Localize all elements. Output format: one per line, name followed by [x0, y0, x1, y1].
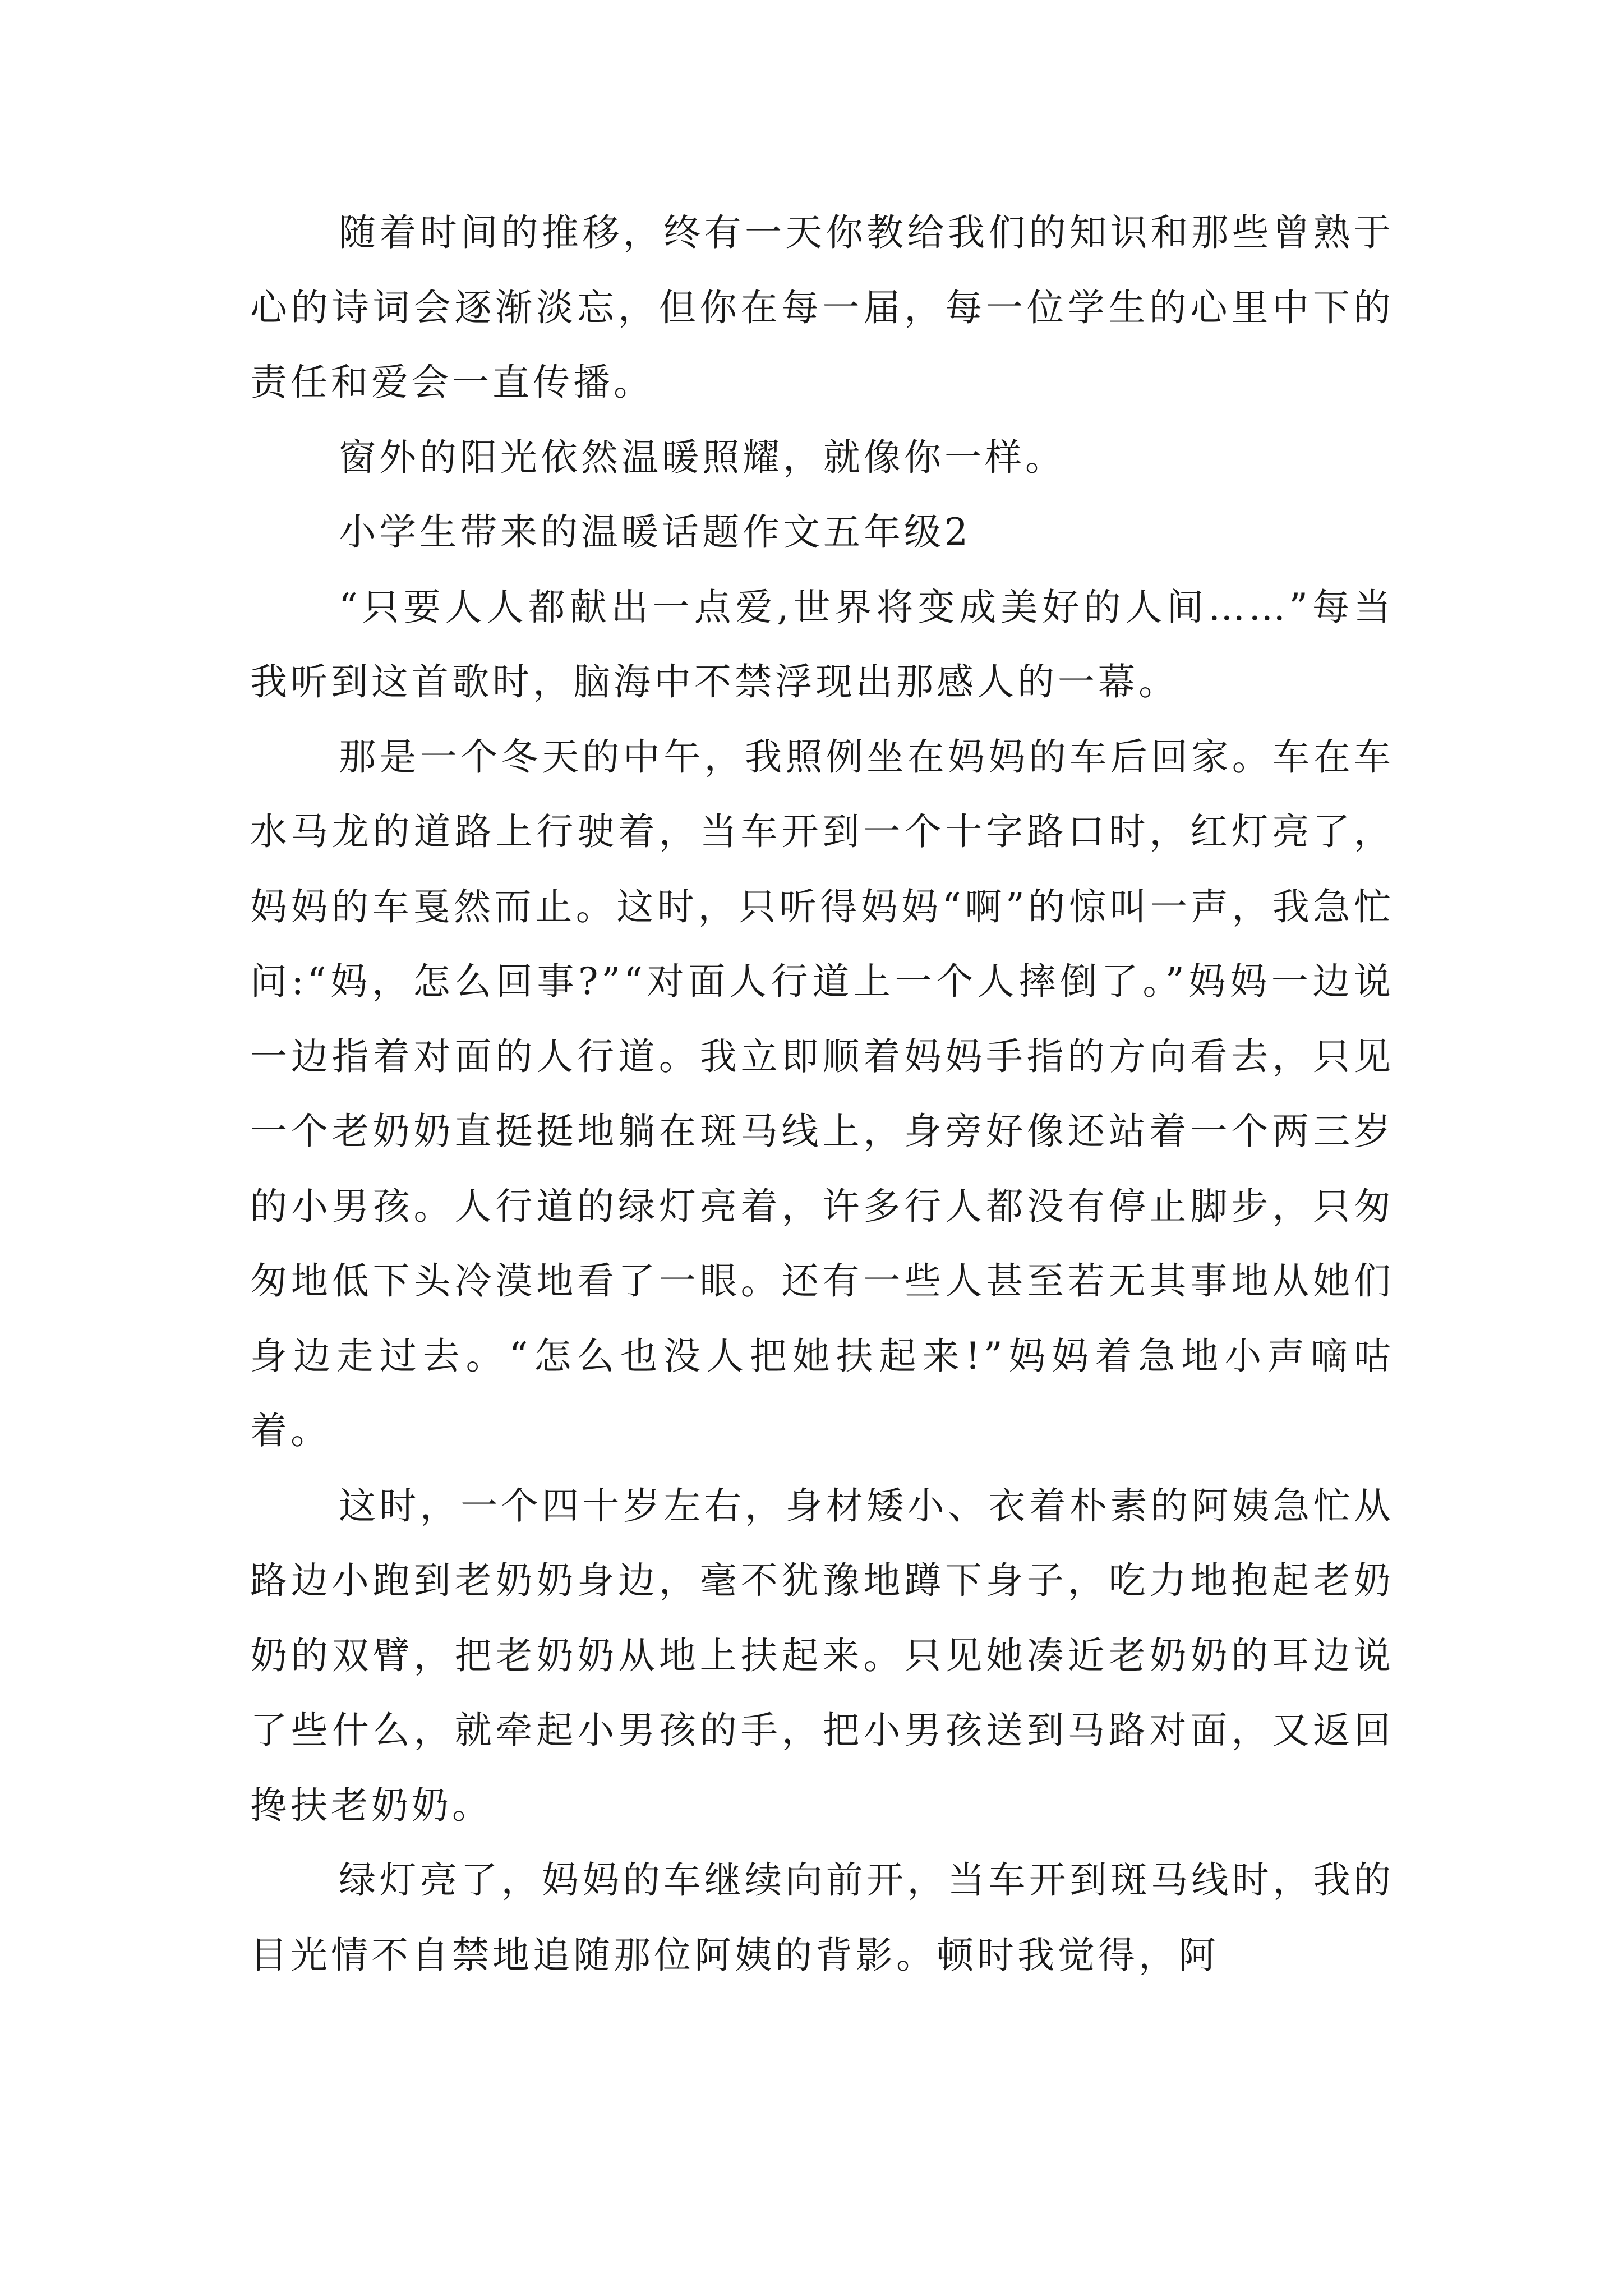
paragraph: 随着时间的推移，终有一天你教给我们的知识和那些曾熟于心的诗词会逐渐淡忘，但你在每一届，每一位学生的心里中下的责任和爱会一直传播。: [250, 211, 1394, 404]
paragraph: 窗外的阳光依然温暖照耀，就像你一样。: [339, 435, 1066, 479]
document-body: [250, 195, 1394, 1993]
paragraph: “只要人人都献出一点爱,世界将变成美好的人间……”每当我听到这首歌时，脑海中不禁浮现出那感人的一幕。: [250, 585, 1394, 703]
essay-heading: 小学生带来的温暖话题作文五年级2: [339, 510, 971, 554]
paragraph: 绿灯亮了，妈妈的车继续向前开，当车开到斑马线时，我的目光情不自禁地追随那位阿姨的背影。顿时我觉得，阿: [250, 1858, 1394, 1977]
paragraph: 这时，一个四十岁左右，身材矮小、衣着朴素的阿姨急忙从路边小跑到老奶奶身边，毫不犹豫地蹲下身子，吃力地抱起老奶奶的双臂，把老奶奶从地上扶起来。只见她凑近老奶奶的耳边说了些什么，就牵起小男孩的手，把小男孩送到马路对面，又返回搀扶老奶奶。: [250, 1484, 1394, 1827]
paragraph: 那是一个冬天的中午，我照例坐在妈妈的车后回家。车在车水马龙的道路上行驶着，当车开到一个十字路口时，红灯亮了，妈妈的车戛然而止。这时，只听得妈妈“啊”的惊叫一声，我急忙问:“妈，怎么回事?”“对面人行道上一个人摔倒了。”妈妈一边说一边指着对面的人行道。我立即顺着妈妈手指的方向看去，只见一个老奶奶直挺挺地躺在斑马线上，身旁好像还站着一个两三岁的小男孩。人行道的绿灯亮着，许多行人都没有停止脚步，只匆匆地低下头冷漠地看了一眼。还有一些人甚至若无其事地从她们身边走过去。“怎么也没人把她扶起来!”妈妈着急地小声嘀咕着。: [250, 735, 1394, 1452]
